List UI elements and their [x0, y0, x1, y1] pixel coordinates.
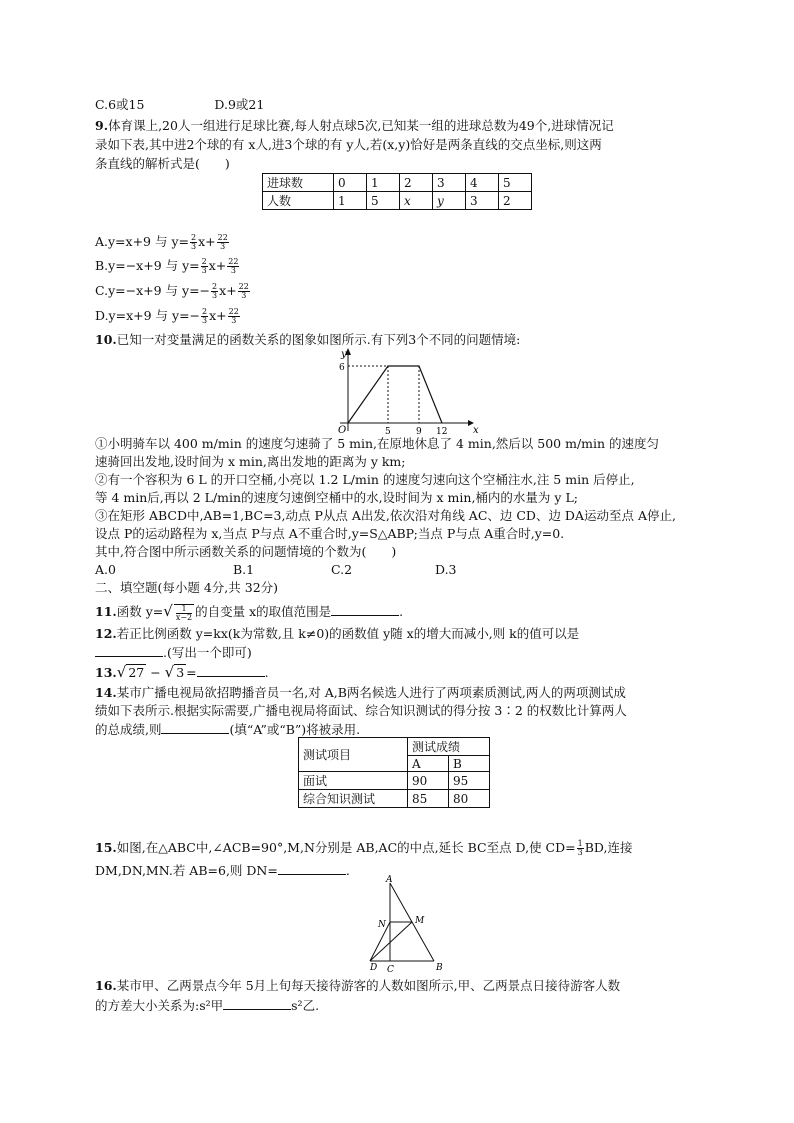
tick-x5: 5	[385, 427, 391, 437]
q9-cell: 2	[400, 174, 433, 192]
q13-minus: −	[146, 665, 165, 680]
q9-cell: 5	[367, 192, 400, 210]
q14-header-score: 测试成绩	[408, 738, 490, 756]
q10-ask: 其中,符合图中所示函数关系的问题情境的个数为( )	[95, 544, 397, 559]
q9-cell: 1	[367, 174, 400, 192]
q12-text2: .(写出一个即可)	[163, 645, 252, 660]
label-C: C	[387, 965, 394, 975]
frac	[227, 258, 239, 275]
q15-line2	[95, 862, 350, 879]
q13-number: 13.	[95, 665, 117, 680]
q9-number: 9.	[95, 118, 109, 133]
q12-blank[interactable]	[95, 644, 163, 657]
q14-cell: 95	[449, 772, 490, 790]
q9-cell: 0	[334, 174, 367, 192]
q9-line3: 条直线的解析式是( )	[95, 156, 230, 171]
q12-line2	[95, 644, 252, 661]
frac-den: 3	[202, 316, 208, 325]
opt-post: x+	[219, 283, 237, 298]
q10-s3b: 设点 P的运动路程为 x,当点 P与点 A不重合时,y=S△ABP;当点 P与点 A重合时,y=0.	[95, 526, 565, 541]
label-D: D	[370, 963, 378, 973]
q14-cell: 85	[408, 790, 449, 808]
q10-s2b: 等 4 min后,再以 2 L/min的速度匀速倒空桶中的水,设时间为 x min,桶内的水量为 y L;	[95, 490, 578, 505]
q9-option-a	[95, 234, 230, 251]
frac-num: 1	[577, 839, 583, 848]
q11-number: 11.	[95, 604, 117, 619]
q15-figure	[372, 875, 462, 975]
q16-text2b: s²乙.	[291, 998, 320, 1013]
q10-graph	[330, 345, 480, 435]
q14-col-b: B	[449, 756, 490, 772]
frac	[577, 840, 584, 857]
opt-post: x+	[198, 234, 216, 249]
q9-cell: 人数	[263, 192, 334, 210]
frac-num: 2	[201, 257, 207, 266]
q15-blank[interactable]	[278, 862, 346, 875]
graph-line	[348, 366, 442, 423]
x-label: x	[473, 425, 479, 436]
q11: 11.函数 y=√ $\frac{1}{x-2}$ 的自变量 x的取值范围是 .	[95, 602, 404, 622]
q13-eq: =	[186, 665, 197, 680]
q9-line2: 录如下表,其中进2个球的有 x人,进3个球的有 y人,若(x,y)恰好是两条直线的交点坐标,则这两	[95, 137, 602, 152]
frac-den: 3	[201, 266, 207, 275]
q9-table	[262, 173, 532, 210]
q9-cell: 5	[499, 174, 532, 192]
q9-cell: x	[400, 192, 433, 210]
label-N: N	[378, 920, 386, 930]
opt-pre: D.y=x+9 与 y=−	[95, 308, 201, 323]
q10-s1a: ①小明骑车以 400 m/min 的速度匀速骑了 5 min,在原地休息了 4 min,然后以 500 m/min 的速度匀	[95, 436, 660, 451]
label-M: M	[415, 916, 425, 926]
q15-text1a: 如图,在△ABC中,∠ACB=90°,M,N分别是 AB,AC的中点,延长 BC至点 D,使 CD=	[116, 840, 576, 855]
frac-den: 3	[220, 242, 226, 251]
q9-line1	[95, 118, 614, 134]
q9-cell: y	[433, 192, 466, 210]
q10-stem: 已知一对变量满足的函数关系的图象如图所示.有下列3个不同的问题情境:	[116, 332, 521, 347]
tick-x9: 9	[416, 427, 422, 437]
prev-options	[95, 97, 264, 113]
frac-num: 2	[212, 282, 218, 291]
q14-cell: 80	[449, 790, 490, 808]
prev-option-c: C.6或15	[95, 97, 145, 112]
q10-option-c: C.2	[331, 562, 353, 577]
q15-number: 15.	[95, 840, 117, 855]
frac	[201, 308, 208, 325]
frac-num: 2	[191, 233, 197, 242]
frac-num: 2	[202, 307, 208, 316]
tick-y6: 6	[339, 363, 345, 373]
q13: 13.√ 27 − √ 3 = .	[95, 663, 269, 681]
section2-heading: 二、填空题(每小题 4分,共 32分)	[95, 580, 279, 595]
q12-text1: 若正比例函数 y=kx(k为常数,且 k≠0)的函数值 y随 x的增大而减小,则 k的值可以是	[116, 626, 580, 641]
q13-radicand-a: 27	[128, 665, 145, 680]
q16-line1	[95, 978, 620, 994]
q16-number: 16.	[95, 978, 117, 993]
q14-text3a: 的总成绩,则	[95, 722, 162, 737]
q13-end: .	[264, 665, 269, 680]
frac	[217, 234, 229, 251]
frac-den: 3	[241, 291, 247, 300]
label-B: B	[436, 963, 443, 973]
q9-option-d	[95, 308, 241, 325]
q10-s1b: 速骑回出发地,设时间为 x min,离出发地的距离为 y km;	[95, 454, 406, 469]
q10-option-b: B.1	[233, 562, 255, 577]
q14-text3b: (填“A”或“B”)将被录用.	[229, 722, 361, 737]
q15-line1	[95, 840, 632, 857]
q14-blank[interactable]	[161, 721, 229, 734]
frac	[174, 604, 194, 622]
q11-blank[interactable]	[331, 603, 399, 616]
q14-line2: 绩如下表所示.根据实际需要,广播电视局将面试、综合知识测试的得分按 3∶2 的权数比计算两人	[95, 703, 627, 718]
q13-blank[interactable]	[197, 664, 265, 677]
q9-cell: 3	[433, 174, 466, 192]
q9-cell: 3	[466, 192, 499, 210]
q10-option-d: D.3	[435, 562, 457, 577]
frac-den: 3	[231, 316, 237, 325]
frac	[211, 283, 218, 300]
frac	[201, 258, 208, 275]
q10-options	[95, 562, 457, 578]
opt-post: x+	[208, 258, 227, 273]
q14-header-item: 测试项目	[299, 738, 408, 772]
label-A: A	[386, 875, 393, 885]
frac	[238, 283, 250, 300]
q10-s3a: ③在矩形 ABCD中,AB=1,BC=3,动点 P从点 A出发,依次沿对角线 AC、边 CD、边 DA运动至点 A停止,	[95, 508, 676, 523]
frac-num: 22	[228, 307, 239, 316]
q11-pre: 函数 y=	[116, 604, 164, 619]
q14-table-row	[299, 772, 490, 790]
seg-DM	[370, 922, 412, 961]
q14-text1: 某市广播电视局欲招聘播音员一名,对 A,B两名候选人进行了两项素质测试,两人的两项测试成	[116, 685, 626, 700]
q14-table	[298, 737, 490, 808]
q9-option-b	[95, 258, 240, 275]
frac-den: 3	[230, 266, 236, 275]
q10-option-a: A.0	[95, 562, 116, 577]
q14-cell: 90	[408, 772, 449, 790]
q9-option-c	[95, 283, 251, 300]
q15-text1b: BD,连接	[584, 840, 633, 855]
q12-number: 12.	[95, 626, 117, 641]
q9-table-row	[263, 192, 532, 210]
frac	[228, 308, 240, 325]
opt-post: x+	[209, 308, 227, 323]
q16-line2	[95, 997, 319, 1014]
q9-table-row	[263, 174, 532, 192]
q14-number: 14.	[95, 685, 117, 700]
q14-line1	[95, 685, 626, 701]
frac-num: 22	[228, 257, 239, 266]
frac-den: 3	[191, 242, 197, 251]
frac	[190, 234, 197, 251]
q9-cell: 4	[466, 174, 499, 192]
q12-line1	[95, 626, 579, 642]
frac-num: 1	[176, 605, 192, 614]
q9-cell: 进球数	[263, 174, 334, 192]
prev-option-d: D.9或21	[214, 97, 265, 112]
q14-table-row	[299, 738, 490, 756]
frac-den: 3	[577, 848, 583, 857]
q15-text2b: .	[345, 863, 350, 878]
q16-text1: 某市甲、乙两景点今年 5月上旬每天接待游客的人数如图所示,甲、乙两景点日接待游客人数	[116, 978, 621, 993]
opt-pre: A.y=x+9 与 y=	[95, 234, 189, 249]
frac-den: 3	[212, 291, 218, 300]
y-label: y	[341, 349, 347, 360]
q16-blank[interactable]	[223, 997, 291, 1010]
frac-num: 22	[217, 233, 228, 242]
q9-cell: 2	[499, 192, 532, 210]
q9-cell: 1	[334, 192, 367, 210]
q14-col-a: A	[408, 756, 449, 772]
q11-post: 的自变量 x的取值范围是	[195, 604, 332, 619]
frac-num: 22	[238, 282, 249, 291]
frac-den: x−2	[175, 612, 193, 622]
q14-table-row	[299, 790, 490, 808]
q15-text2a: DM,DN,MN.若 AB=6,则 DN=	[95, 863, 278, 878]
opt-pre: B.y=−x+9 与 y=	[95, 258, 200, 273]
opt-pre: C.y=−x+9 与 y=−	[95, 283, 211, 298]
q13-radicand-b: 3	[176, 665, 185, 680]
q11-end: .	[399, 604, 404, 619]
q10-s2a: ②有一个容积为 6 L 的开口空桶,小亮以 1.2 L/min 的速度匀速向这个空桶注水,注 5 min 后停止,	[95, 472, 635, 487]
q9-text1: 体育课上,20人一组进行足球比赛,每人射点球5次,已知某一组的进球总数为49个,进球情况记	[108, 118, 614, 133]
origin-label: O	[338, 425, 347, 436]
tick-x12: 12	[436, 427, 448, 437]
q10-number: 10.	[95, 332, 117, 347]
q14-cell: 综合知识测试	[299, 790, 408, 808]
q14-line3	[95, 721, 360, 738]
q16-text2a: 的方差大小关系为:s²甲	[95, 998, 224, 1013]
q14-cell: 面试	[299, 772, 408, 790]
